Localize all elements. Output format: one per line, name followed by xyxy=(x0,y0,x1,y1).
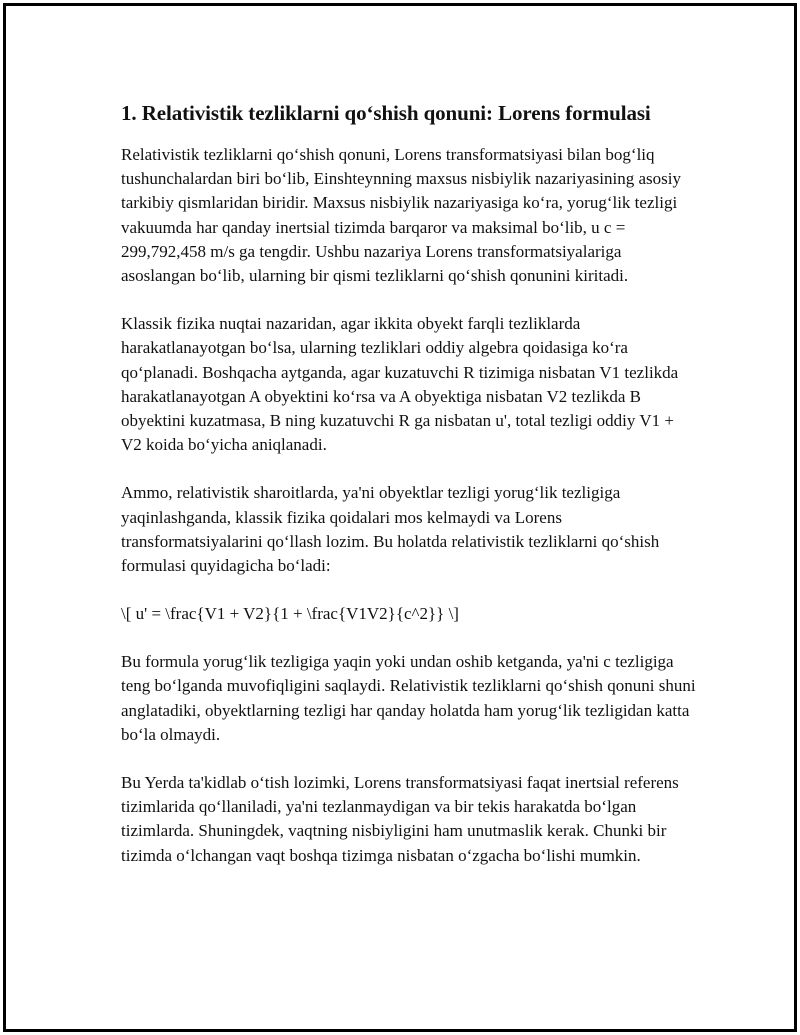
paragraph-classical-physics: Klassik fizika nuqtai nazaridan, agar ikkita obyekt farqli tezliklarda harakatlanayotgan bo‘lsa, ularning tezliklari oddiy algebra qoidasiga ko‘ra qo‘planadi. Boshqacha aytganda, agar kuzatuvchi R tizimiga nisbatan V1 tezlikda harakatlanayotgan A obyektini ko‘rsa va A obyektiga nisbatan V2 tezlikda B obyektini kuzatmasa, B ning kuzatuvchi R ga nisbatan u', total tezligi oddiy V1 + V2 koida bo‘yicha aniqlanadi. xyxy=(121,314,679,455)
paragraph-intro: Relativistik tezliklarni qo‘shish qonuni, Lorens transformatsiyasi bilan bog‘liq tushunchalardan biri bo‘lib, Einshteynning maxsus nisbiylik nazariyasining asosiy tarkibiy qismlaridan biridir. Maxsus nisbiylik nazariyasiga ko‘ra, yorug‘lik tezligi vakuumda har qanday inertsial tizimda barqaror va maksimal bo‘lib, u c = 299,792,458 m/s ga tengdir. Ushbu nazariya Lorens transformatsiyalariga asoslangan bo‘lib, ularning bir qismi tezliklarni qo‘shish qonunini kiritadi. xyxy=(121,145,681,286)
page-frame xyxy=(3,3,797,1032)
paragraph-formula-meaning: Bu formula yorug‘lik tezligiga yaqin yoki undan oshib ketganda, ya'ni c tezligiga teng bo‘lganda muvofiqligini saqlaydi. Relativistik tezliklarni qo‘shish qonuni shuni anglatadiki, obyektlarning tezligi har qanday holatda ham yorug‘lik tezligidan katta bo‘la olmaydi. xyxy=(121,652,696,744)
paragraph-inertial-frames: Bu Yerda ta'kidlab o‘tish lozimki, Lorens transformatsiyasi faqat inertsial referens tizimlarida qo‘llaniladi, ya'ni tezlanmaydigan va bir tekis harakatda bo‘lgan tizimlarda. Shuningdek, vaqtning nisbiyligini ham unutmaslik kerak. Chunki bir tizimda o‘lchangan vaqt boshqa tizimga nisbatan o‘zgacha bo‘lishi mumkin. xyxy=(121,773,679,865)
document-title: 1. Relativistik tezliklarni qo‘shish qonuni: Lorens formulasi xyxy=(121,101,651,125)
velocity-addition-formula: \[ u' = \frac{V1 + V2}{1 + \frac{V1V2}{c^2}} \] xyxy=(121,604,459,624)
document-body xyxy=(121,100,696,892)
paragraph-relativistic-conditions: Ammo, relativistik sharoitlarda, ya'ni obyektlar tezligi yorug‘lik tezligiga yaqinlashganda, klassik fizika qoidalari mos kelmaydi va Lorens transformatsiyalarini qo‘llash lozim. Bu holatda relativistik tezliklarni qo‘shish formulasi quyidagicha bo‘ladi: xyxy=(121,483,660,576)
